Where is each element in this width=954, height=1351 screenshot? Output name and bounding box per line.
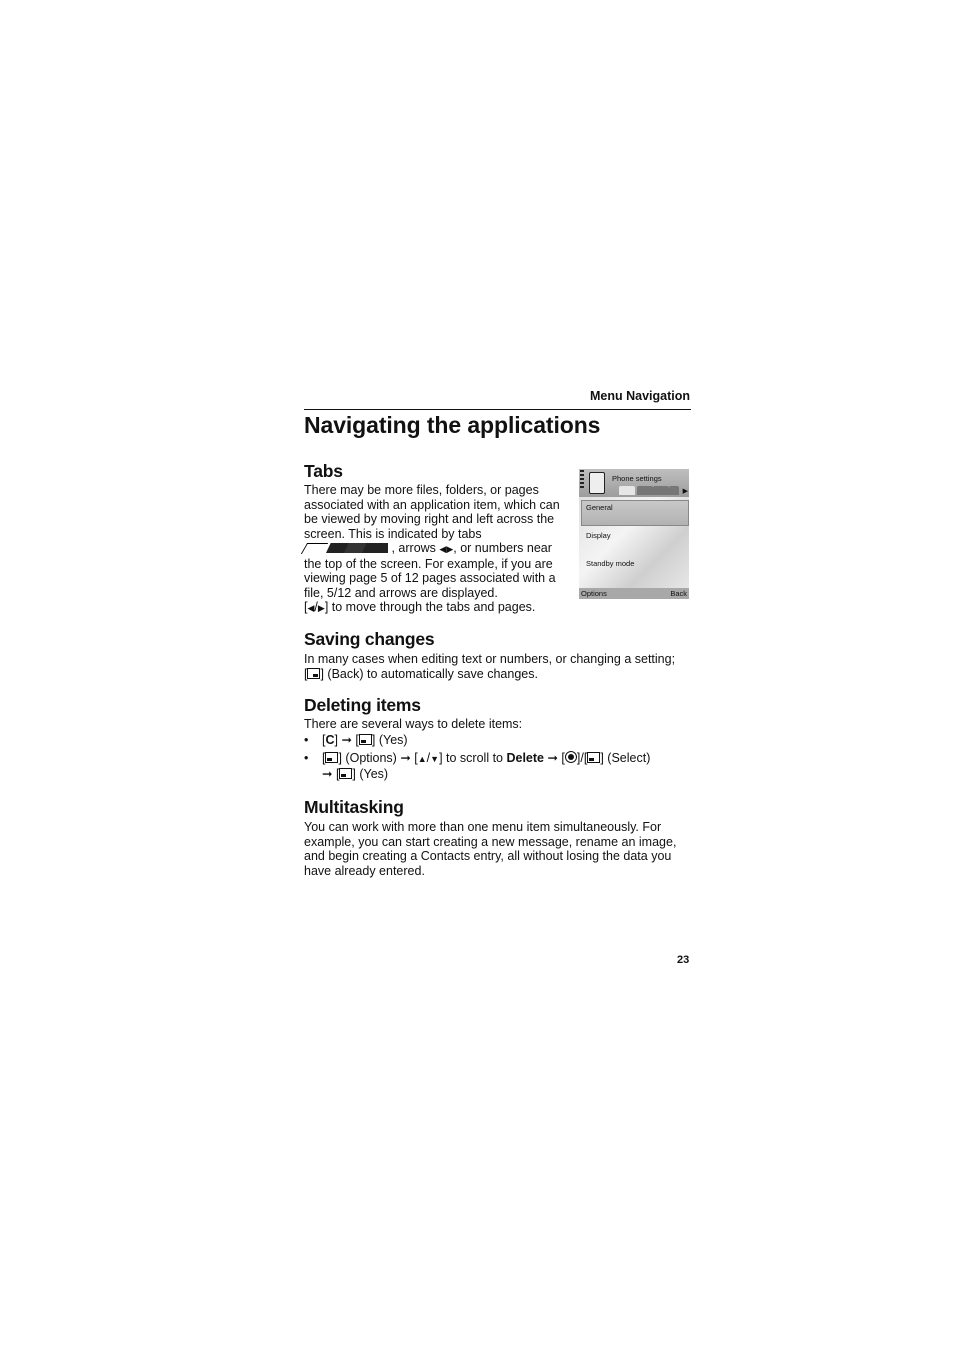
tabs-heading: Tabs [304, 461, 343, 481]
text-line: , arrows [391, 541, 436, 555]
up-arrow-key-icon: ▲ [417, 754, 427, 764]
phone-title-bar [579, 469, 689, 497]
header-rule [304, 409, 691, 410]
left-softkey-icon [325, 752, 338, 763]
multitasking-paragraph [304, 820, 694, 878]
phone-right-softkey: Back [670, 589, 687, 598]
phone-tab [669, 486, 679, 495]
text-line: the top of the screen. For example, if you are [304, 556, 553, 571]
text-line: There may be more files, folders, or pages [304, 483, 539, 497]
phone-tab-active [619, 486, 635, 495]
text-line: have already entered. [304, 863, 425, 878]
text-line: , or numbers near [453, 541, 552, 555]
text-line: example, you can start creating a new message, rename an image, [304, 834, 677, 849]
text-line: screen. This is indicated by tabs [304, 526, 482, 541]
signal-icon [580, 470, 584, 488]
deleting-heading: Deleting items [304, 695, 421, 715]
tabs-paragraph [304, 483, 574, 600]
right-arrow-icon: ▶ [682, 488, 688, 495]
page-title: Navigating the applications [304, 412, 601, 438]
phone-left-softkey: Options [581, 589, 607, 598]
phone-app-icon [589, 472, 605, 494]
phone-settings-screenshot [579, 469, 689, 599]
phone-tab [653, 486, 669, 495]
center-key-icon [565, 751, 577, 763]
text-line: viewing page 5 of 12 pages associated with a [304, 571, 556, 585]
phone-screen-title: Phone settings [612, 474, 662, 483]
page-number: 23 [677, 954, 690, 966]
text-line: ] (Back) to automatically save changes. [320, 666, 538, 681]
left-softkey-icon [339, 768, 352, 779]
text-line: be viewed by moving right and left across the [304, 512, 555, 526]
deleting-intro: There are several ways to delete items: [304, 717, 523, 731]
right-softkey-icon [307, 668, 320, 679]
text-line: file, 5/12 and arrows are displayed. [304, 585, 498, 600]
down-arrow-key-icon: ▼ [430, 754, 440, 764]
phone-list-item: Display [586, 531, 611, 540]
text-line: associated with an application item, which can [304, 497, 560, 512]
text-line: In many cases when editing text or numbers, or changing a setting; [304, 652, 676, 666]
c-key-icon: C [325, 733, 335, 747]
phone-tab [637, 486, 653, 495]
multitasking-heading: Multitasking [304, 797, 404, 817]
tabs-navigation-line: [◀/▶] to move through the tabs and pages. [304, 600, 536, 614]
phone-list-item: General [586, 503, 613, 512]
text-line: and begin creating a Contacts entry, all without losing the data you [304, 849, 672, 863]
tabs-indicator-icon [304, 542, 388, 554]
saving-paragraph: In many cases when editing text or numbers, or changing a setting; [ ] (Back) to automatically save changes. [304, 652, 676, 681]
right-arrow-key-icon: ▶ [317, 603, 325, 613]
phone-softkey-bar [579, 588, 689, 599]
left-arrow-key-icon: ◀ [307, 603, 315, 613]
left-softkey-icon [587, 752, 600, 763]
saving-heading: Saving changes [304, 629, 435, 649]
text-line: You can work with more than one menu item simultaneously. For [304, 820, 662, 834]
left-right-arrows-icon: ◀▶ [439, 544, 454, 554]
phone-list-item: Standby mode [586, 559, 635, 568]
running-header: Menu Navigation [589, 389, 690, 403]
left-softkey-icon [359, 734, 372, 745]
